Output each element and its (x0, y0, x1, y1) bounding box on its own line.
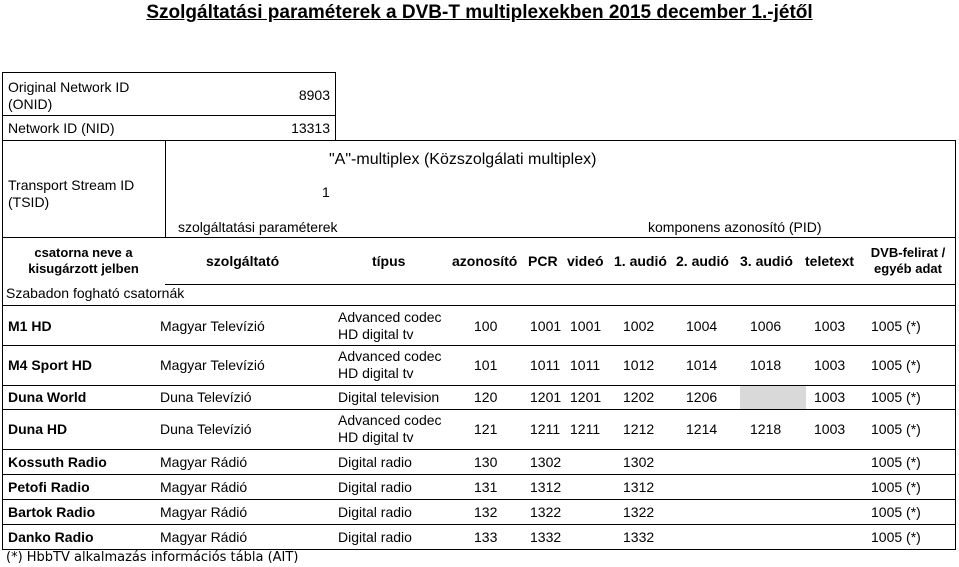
row-video: 1211 (570, 421, 601, 437)
section-label: Szabadon fogható csatornák (6, 285, 185, 301)
header-teletext: teletext (805, 253, 855, 269)
row-teletext: 1003 (814, 389, 846, 405)
row-type: Advanced codec HD digital tv (338, 412, 442, 445)
header-pcr: PCR (528, 253, 558, 269)
row-channel-name: M1 HD (8, 318, 52, 334)
row-type: Digital radio (338, 504, 412, 520)
header-video: videó (567, 253, 604, 269)
row-teletext: 1003 (814, 421, 846, 437)
row-dvb: 1005 (*) (871, 479, 921, 495)
row-type: Digital radio (338, 454, 412, 470)
tsid-value: 1 (322, 184, 330, 200)
header-audio1: 1. audió (614, 253, 667, 269)
row-video: 1001 (570, 318, 602, 334)
row-pcr: 1332 (530, 529, 562, 545)
row-audio2: 1004 (686, 318, 718, 334)
row-pcr: 1011 (530, 357, 561, 373)
row-provider: Duna Televízió (160, 421, 252, 437)
onid-label: Original Network ID (ONID) (8, 79, 130, 112)
row-dvb: 1005 (*) (871, 421, 921, 437)
row-audio1: 1332 (623, 529, 655, 545)
row-audio3: 1006 (750, 318, 782, 334)
row-id: 132 (474, 504, 498, 520)
row-id: 130 (474, 454, 498, 470)
nid-value: 13313 (291, 120, 330, 136)
row-teletext: 1003 (814, 318, 846, 334)
row-type: Advanced codec HD digital tv (338, 309, 442, 342)
row-dvb: 1005 (*) (871, 357, 921, 373)
row-audio1: 1312 (623, 479, 655, 495)
row-channel-name: Petofi Radio (8, 479, 90, 495)
row-pcr: 1312 (530, 479, 562, 495)
row-id: 120 (474, 389, 498, 405)
row-dvb: 1005 (*) (871, 389, 921, 405)
row-audio3: 1018 (750, 357, 782, 373)
row-dvb: 1005 (*) (871, 504, 921, 520)
row-audio2: 1206 (686, 389, 718, 405)
row-provider: Magyar Rádió (160, 529, 248, 545)
row-audio2: 1014 (686, 357, 718, 373)
row-id: 100 (474, 318, 498, 334)
row-channel-name: M4 Sport HD (8, 357, 92, 373)
header-id: azonosító (452, 253, 518, 269)
row-type: Digital television (338, 389, 440, 405)
row-audio1: 1322 (623, 504, 655, 520)
header-audio2: 2. audió (676, 253, 729, 269)
empty-cell (740, 386, 806, 409)
page-title: Szolgáltatási paraméterek a DVB-T multiplexekben 2015 december 1.-jétől (146, 2, 813, 23)
row-provider: Duna Televízió (160, 389, 252, 405)
row-dvb: 1005 (*) (871, 454, 921, 470)
row-audio1: 1302 (623, 454, 655, 470)
row-video: 1201 (570, 389, 602, 405)
row-dvb: 1005 (*) (871, 318, 921, 334)
row-id: 131 (474, 479, 498, 495)
header-dvb: DVB-felirat / egyéb adat (870, 245, 946, 276)
header-channel-name: csatorna neve a kisugárzott jelben (28, 245, 139, 276)
row-id: 133 (474, 529, 498, 545)
footnote: (*) HbbTV alkalmazás információs tábla (AIT) (6, 550, 299, 565)
row-audio2: 1214 (686, 421, 718, 437)
row-pcr: 1322 (530, 504, 562, 520)
nid-label: Network ID (NID) (8, 120, 115, 136)
header-audio3: 3. audió (740, 253, 793, 269)
row-id: 121 (474, 421, 498, 437)
row-teletext: 1003 (814, 357, 846, 373)
multiplex-name: "A"-multiplex (Közszolgálati multiplex) (329, 151, 597, 168)
row-type: Advanced codec HD digital tv (338, 348, 442, 381)
row-provider: Magyar Rádió (160, 504, 248, 520)
row-video: 1011 (570, 357, 601, 373)
row-provider: Magyar Televízió (160, 357, 265, 373)
header-component-pid: komponens azonosító (PID) (648, 219, 822, 235)
row-pcr: 1201 (530, 389, 562, 405)
row-pcr: 1001 (530, 318, 562, 334)
header-type: típus (372, 253, 406, 269)
row-type: Digital radio (338, 479, 412, 495)
onid-value: 8903 (298, 87, 330, 103)
row-provider: Magyar Rádió (160, 479, 248, 495)
row-channel-name: Duna World (8, 389, 87, 405)
row-channel-name: Danko Radio (8, 529, 94, 545)
row-channel-name: Bartok Radio (8, 504, 96, 520)
row-audio1: 1012 (623, 357, 655, 373)
row-audio1: 1002 (623, 318, 655, 334)
row-id: 101 (474, 357, 498, 373)
row-channel-name: Kossuth Radio (8, 454, 107, 470)
header-provider: szolgáltató (206, 253, 280, 269)
row-audio1: 1212 (623, 421, 655, 437)
row-pcr: 1302 (530, 454, 562, 470)
header-service-params: szolgáltatási paraméterek (178, 219, 338, 235)
row-pcr: 1211 (530, 421, 561, 437)
tsid-label: Transport Stream ID (TSID) (8, 177, 135, 210)
row-audio3: 1218 (750, 421, 782, 437)
row-dvb: 1005 (*) (871, 529, 921, 545)
row-audio1: 1202 (623, 389, 655, 405)
row-type: Digital radio (338, 529, 412, 545)
row-provider: Magyar Rádió (160, 454, 248, 470)
row-channel-name: Duna HD (8, 421, 68, 437)
row-provider: Magyar Televízió (160, 318, 265, 334)
